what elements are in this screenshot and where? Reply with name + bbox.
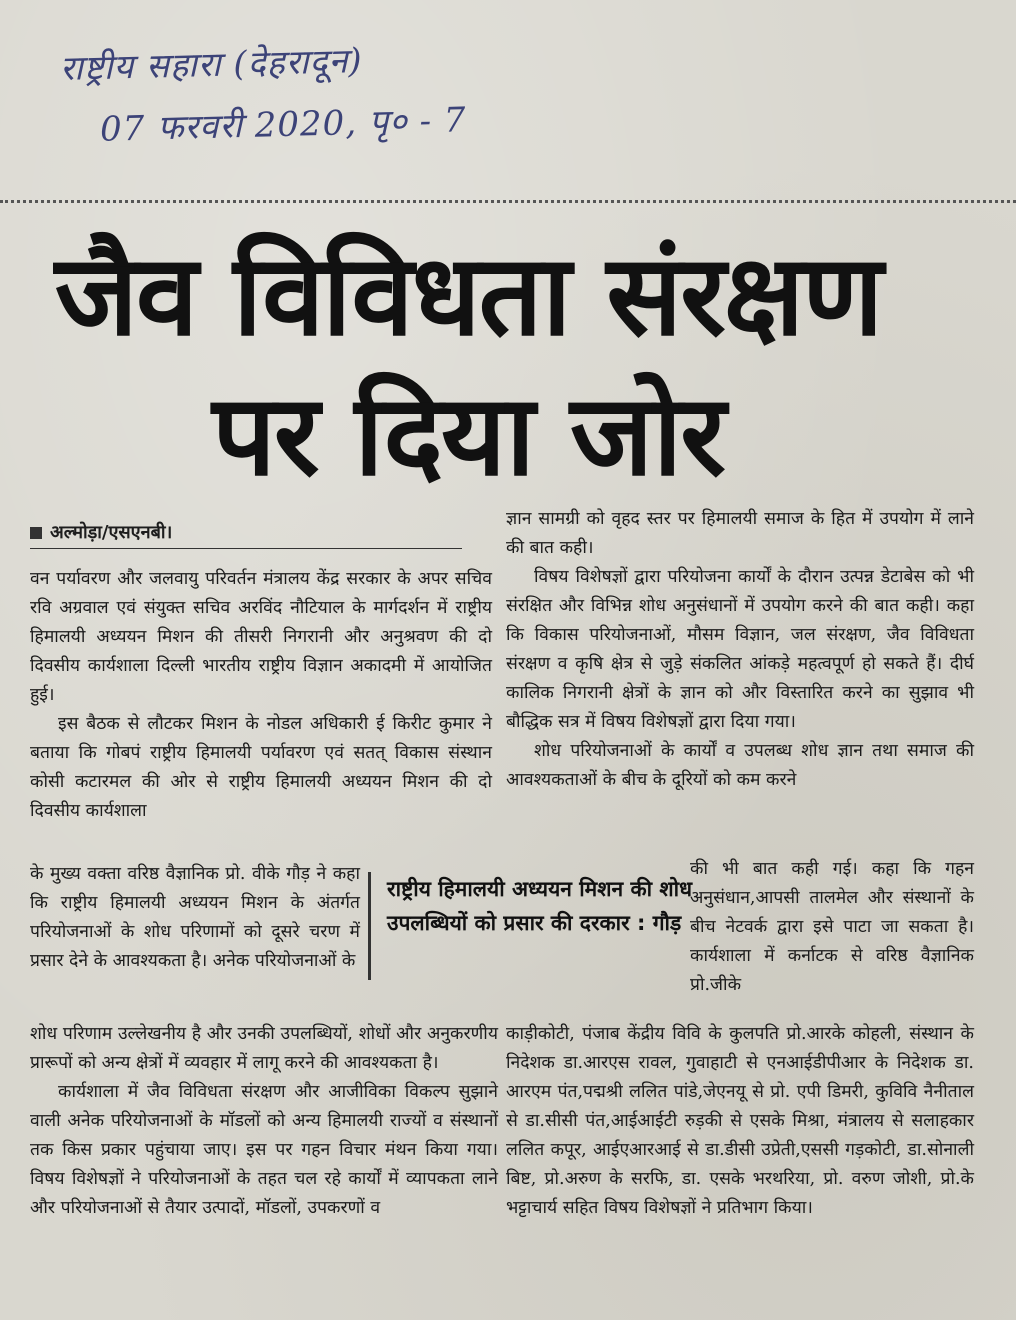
handwritten-date-page-note: 07 फरवरी 2020, पृ० - 7 — [99, 100, 468, 150]
article-paragraph: की भी बात कही गई। कहा कि गहन अनुसंधान,आपसी तालमेल और संस्थानों के बीच नेटवर्क द्वारा इसे पाटा जा सकता है। कार्यशाला में कर्नाटक से वरिष्ठ वैज्ञानिक प्रो.जीके — [690, 859, 974, 995]
dotted-divider — [0, 200, 1016, 203]
article-column-right-mid — [690, 855, 974, 1000]
article-paragraph: कार्यशाला में जैव विविधता संरक्षण और आजीविका विकल्प सुझाने वाली अनेक परियोजनाओं के मॉडलों को अन्य हिमालयी राज्यों व संस्थानों तक किस प्रकार पहुंचाया जाए। इस पर गहन विचार मंथन किया गया। विषय विशेषज्ञों ने परियोजनाओं के तहत चल रहे कार्यों में व्यापकता लाने और परियोजनाओं से तैयार उत्पादों, मॉडलों, उपकरणों व — [30, 1082, 498, 1218]
dateline-rule — [30, 548, 462, 549]
dateline-text: अल्मोड़ा/एसएनबी। — [50, 522, 173, 543]
article-paragraph: ज्ञान सामग्री को वृहद स्तर पर हिमालयी समाज के हित में उपयोग में लाने की बात कही। — [506, 509, 974, 558]
article-column-right-top — [506, 505, 974, 795]
article-column-left-mid — [30, 860, 360, 976]
article-paragraph: विषय विशेषज्ञों द्वारा परियोजना कार्यों के दौरान उत्पन्न डेटाबेस को भी संरक्षित और विभिन्न शोध अनुसंधानों में उपयोग करने की बात कही। कहा कि विकास परियोजनाओं, मौसम विज्ञान, जल संरक्षण, जैव विविधता संरक्षण व कृषि क्षेत्र से जुड़े संकलित आंकड़े महत्वपूर्ण हो सकते हैं। दीर्घ कालिक निगरानी क्षेत्रों के ज्ञान को और विस्तारित करने का सुझाव भी बौद्धिक सत्र में विषय विशेषज्ञों द्वारा दिया गया। — [506, 567, 974, 732]
handwritten-source-note: राष्ट्रीय सहारा (देहरादून) — [59, 41, 364, 89]
dateline — [30, 520, 172, 544]
article-paragraph: के मुख्य वक्ता वरिष्ठ वैज्ञानिक प्रो. वीके गौड़ ने कहा कि राष्ट्रीय हिमालयी अध्ययन मिशन के अंतर्गत परियोजनाओं के शोध परिणामों को दूसरे चरण में प्रसार देने के आवश्यकता है। अनेक परियोजनाओं के — [30, 864, 360, 971]
article-paragraph: काड़ीकोटी, पंजाब केंद्रीय विवि के कुलपति प्रो.आरके कोहली, संस्थान के निदेशक डा.आरएस रावल, गुवाहाटी से एनआईडीपीआर के निदेशक डा. आरएम पंत,पद्मश्री ललित पांडे,जेएनयू से प्रो. एपी डिमरी, कुविवि नैनीताल से डा.सीसी पंत,आईआईटी रुड़की से एसके मिश्रा, मंत्रालय से सलाहकार ललित कपूर, आईएआरआई से डा.डीसी उप्रेती,एससी गड़कोटी, डा.सोनाली बिष्ट, प्रो.अरुण के सरफि, डा. एसके भरथरिया, प्रो. वरुण जोशी, प्रो.के भट्टाचार्य सहित विषय विशेषज्ञों ने प्रतिभाग किया। — [506, 1024, 974, 1218]
article-paragraph: वन पर्यावरण और जलवायु परिवर्तन मंत्रालय केंद्र सरकार के अपर सचिव रवि अग्रवाल एवं संयुक्त सचिव अरविंद नौटियाल के मार्गदर्शन में राष्ट्रीय हिमालयी अध्ययन मिशन की तीसरी निगरानी और अनुश्रवण की दो दिवसीय कार्यशाला दिल्ली भारतीय राष्ट्रीय विज्ञान अकादमी में आयोजित हुई। — [30, 569, 492, 705]
article-column-left-top — [30, 565, 492, 826]
headline-line-2: पर दिया जोर — [212, 371, 724, 501]
pull-quote: राष्ट्रीय हिमालयी अध्ययन मिशन की शोध उपलब्धियों को प्रसार की दरकार : गौड़ — [368, 872, 697, 980]
article-paragraph: शोध परियोजनाओं के कार्यों व उपलब्ध शोध ज्ञान तथा समाज की आवश्यकताओं के बीच के दूरियों को कम करने — [506, 741, 974, 790]
article-paragraph: इस बैठक से लौटकर मिशन के नोडल अधिकारी ई किरीट कुमार ने बताया कि गोबपं राष्ट्रीय हिमालयी पर्यावरण एवं सतत् विकास संस्थान कोसी कटारमल की ओर से राष्ट्रीय हिमालयी अध्ययन मिशन की दो दिवसीय कार्यशाला — [30, 714, 492, 821]
square-bullet-icon — [30, 527, 42, 539]
headline-line-1: जैव विविधता संरक्षण — [54, 231, 882, 361]
article-column-right-bottom — [506, 1020, 974, 1223]
article-paragraph: शोध परिणाम उल्लेखनीय है और उनकी उपलब्धियों, शोधों और अनुकरणीय प्रारूपों को अन्य क्षेत्रों में व्यवहार में लागू करने की आवश्यकता है। — [30, 1024, 498, 1073]
article-column-left-bottom — [30, 1020, 498, 1223]
